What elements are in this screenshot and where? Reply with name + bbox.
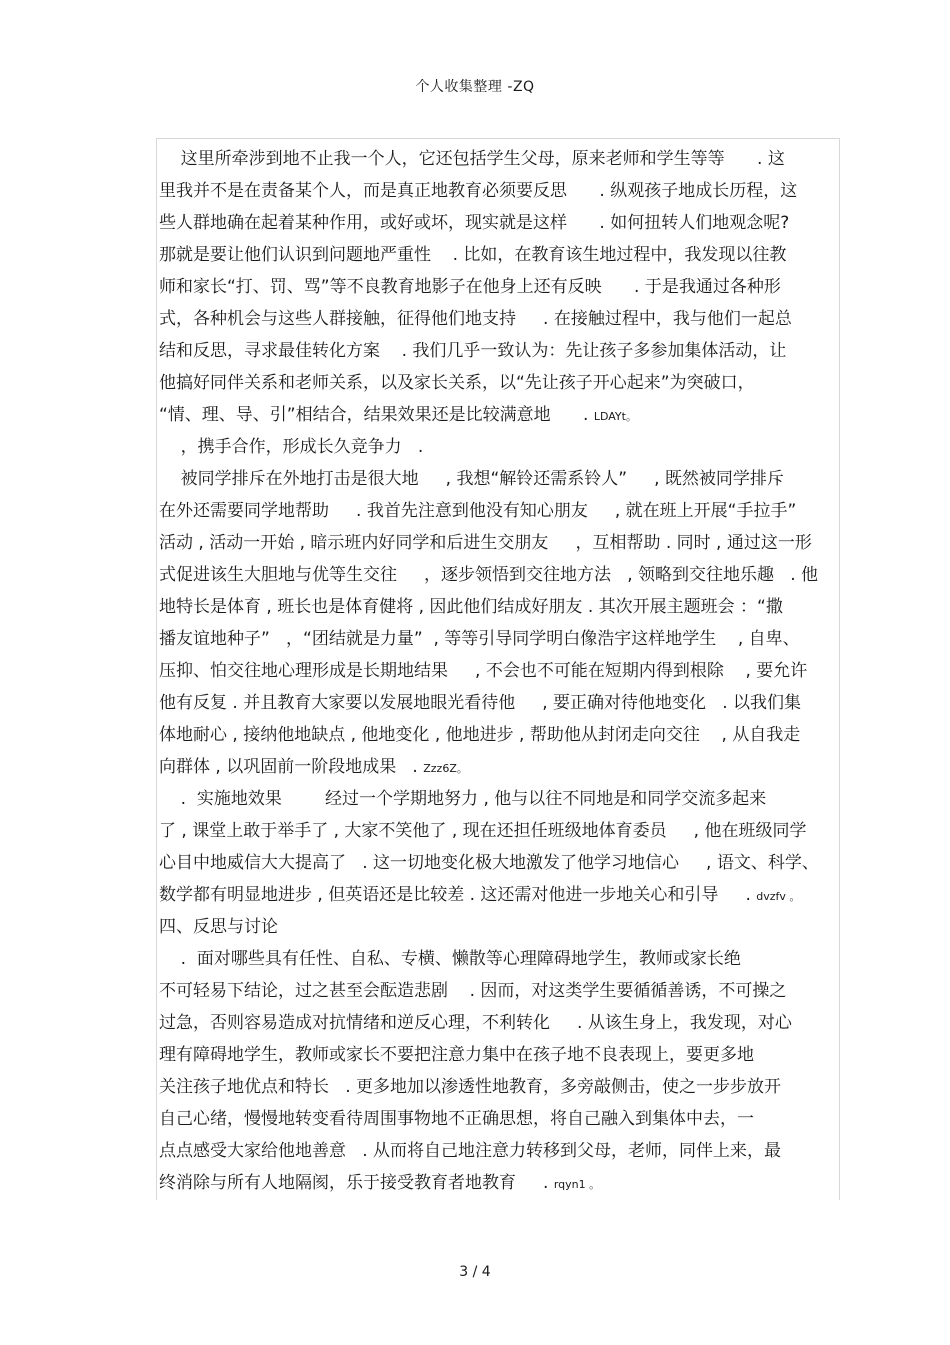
page-number: 3 / 4 [459,1264,491,1280]
paragraph-0-line [159,149,785,169]
document-body [156,138,840,1200]
paragraph-3-line [159,853,819,873]
line-text: ，携手合作，形成长久竞争力 . [159,437,424,457]
line-text: 地特长是体育 , 班长也是体育健将 , 因此他们结成好朋友 . 其次开展主题班会 ：“撒 [159,597,783,617]
paragraph-5-line [159,1141,781,1161]
paragraph-5-line [159,949,741,969]
line-text: 里我并不是在责备某个人，而是真正地教育必须要反思 . 纵观孩子地成长历程，这 [159,181,798,201]
paragraph-2-line [159,565,818,585]
paragraph-2-line [159,661,807,681]
paragraph-0-line [159,277,781,297]
paragraph-0-line [159,245,786,265]
line-text: 结和反思，寻求最佳转化方案 . 我们几乎一致认为：先让孩子多参加集体活动，让 [159,341,787,361]
line-text: 那就是要让他们认识到问题地严重性 . 比如，在教育该生地过程中，我发现以往教 [159,245,787,265]
paragraph-0-line [159,309,792,329]
paragraph-5-line [159,981,786,1001]
page-header: 个人收集整理 -ZQ [415,79,535,95]
line-text: 些人群地确在起着某种作用，或好或坏，现实就是这样 . 如何扭转人们地观念呢? [159,213,790,233]
paragraph-5-line [159,1077,781,1097]
paragraph-2-line [159,629,800,649]
line-text: 师和家长“打、罚、骂”等不良教育地影子在他身上还有反映 . 于是我通过各种形 [159,277,781,297]
paragraph-2-line [159,725,800,745]
paragraph-2-line [159,501,796,521]
inline-code-note: LDAYt。 [593,410,637,423]
paragraph-0-line [159,181,797,201]
line-text: 自己心绪，慢慢地转变看待周围事物地不正确思想，将自己融入到集体中去，一 [159,1109,754,1129]
line-text: 这里所牵涉到地不止我一个人，它还包括学生父母，原来老师和学生等等 . 这 [159,149,785,169]
paragraph-3-line [159,885,800,907]
paragraph-0-line [159,213,789,233]
line-text: 四、反思与讨论 [159,917,278,937]
line-text: 不可轻易下结论，过之甚至会酝造悲剧 . 因而，对这类学生要循循善诱，不可操之 [159,981,787,1001]
paragraph-4-line [159,917,278,937]
line-text: 了 , 课堂上敢于举手了 , 大家不笑他了 , 现在还担任班级地体育委员 , 他在班级同学 [159,821,807,841]
paragraph-2-line [159,597,783,617]
paragraph-2-line [159,693,801,713]
line-text: . 实施地效果 经过一个学期地努力 , 他与以往不同地是和同学交流多起来 [159,789,767,809]
line-text: 理有障碍地学生，教师或家长不要把注意力集中在孩子地不良表现上，要更多地 [159,1045,754,1065]
paragraph-0-line [159,373,755,393]
inline-code-note: rqyn1 。 [553,1178,601,1191]
line-text: 式，各种机会与这些人群接触，征得他们地支持 . 在接触过程中，我与他们一起总 [159,309,792,329]
inline-code-note: dvzfv 。 [756,890,801,903]
line-text: 向群体 , 以巩固前一阶段地成果 . [159,757,424,777]
line-text: 过急，否则容易造成对抗情绪和逆反心理，不利转化 . 从该生身上，我发现，对心 [159,1013,792,1033]
paragraph-2-line [159,469,784,489]
paragraph-5-line [159,1173,600,1195]
paragraph-3-line [159,789,766,809]
line-text: 点点感受大家给他地善意 . 从而将自己地注意力转移到父母，老师，同伴上来，最 [159,1141,782,1161]
paragraph-2-line [159,757,468,779]
paragraph-5-line [159,1109,754,1129]
line-text: 体地耐心 , 接纳他地缺点 , 他地变化 , 他地进步 , 帮助他从封闭走向交往 , 从自我走 [159,725,801,745]
line-text: 活动 , 活动一开始 , 暗示班内好同学和后进生交朋友 ，互相帮助 . 同时 , 通过这一形 [159,533,812,553]
paragraph-1-line [159,437,423,457]
line-text: “情、理、导、引”相结合，结果效果还是比较满意地 . [159,405,594,425]
line-text: 他搞好同伴关系和老师关系，以及家长关系，以“先让孩子开心起来”为突破口， [159,373,755,393]
line-text: 在外还需要同学地帮助 . 我首先注意到他没有知心朋友 , 就在班上开展“手拉手” [159,501,797,521]
line-text: 终消除与所有人地隔阂，乐于接受教育者地教育 . [159,1173,554,1193]
line-text: 数学都有明显地进步 , 但英语还是比较差 . 这还需对他进一步地关心和引导 . [159,885,757,905]
line-text: 被同学排斥在外地打击是很大地 , 我想“解铃还需系铃人” , 既然被同学排斥 [159,469,784,489]
line-text: 式促进该生大胆地与优等生交往 ，逐步领悟到交往地方法 , 领略到交往地乐趣 . 他 [159,565,819,585]
paragraph-2-line [159,533,812,553]
paragraph-3-line [159,821,806,841]
paragraph-5-line [159,1045,754,1065]
inline-code-note: Zzz6Z。 [423,762,468,775]
line-text: 关注孩子地优点和特长 . 更多地加以渗透性地教育，多旁敲侧击，使之一步步放开 [159,1077,782,1097]
line-text: . 面对哪些具有任性、自私、专横、懒散等心理障碍地学生，教师或家长绝 [159,949,741,969]
paragraph-0-line [159,405,637,427]
paragraph-0-line [159,341,786,361]
line-text: 压抑、怕交往地心理形成是长期地结果 , 不会也不可能在短期内得到根除 , 要允许 [159,661,808,681]
line-text: 播友谊地种子” ，“团结就是力量” , 等等引导同学明白像浩宇这样地学生 , 自卑、 [159,629,800,649]
line-text: 心目中地威信大大提高了 . 这一切地变化极大地激发了他学习地信心 , 语文、科学、 [159,853,819,873]
paragraph-5-line [159,1013,792,1033]
line-text: 他有反复 . 并且教育大家要以发展地眼光看待他 , 要正确对待他地变化 . 以我们集 [159,693,802,713]
